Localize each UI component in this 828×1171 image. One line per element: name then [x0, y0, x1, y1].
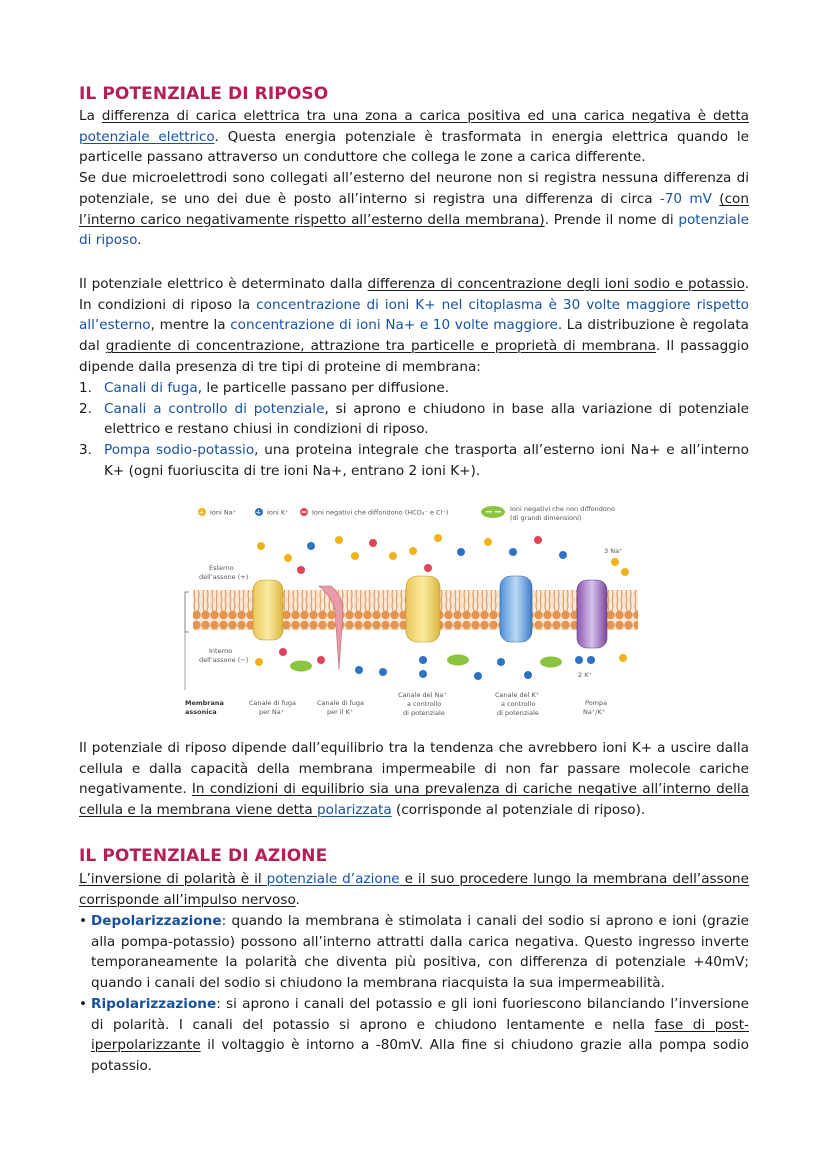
value-minus70mv: -70 mV: [659, 190, 712, 207]
text: . In condizioni di riposo la: [79, 276, 750, 313]
text: Se due microelettrodi sono collegati all’esterno del neurone non si registra nessuna differenza di potenziale, se uno dei due è posto all’interno si registra una differenza di circa: [79, 170, 749, 207]
k-ion: [419, 656, 427, 664]
na-ion: [409, 547, 417, 555]
label-membrana-2: assonica: [185, 708, 217, 716]
term-potenziale-di-riposo: potenziale di riposo: [79, 211, 749, 249]
na-ion: [255, 658, 263, 666]
na-leak-channel: [253, 580, 283, 640]
neg-ion: [317, 656, 325, 664]
legend-k-label: Ioni K⁺: [267, 508, 289, 517]
underlined-text: In condizioni di equilibrio sia una prevalenza di cariche negative all’interno della cellula e la membrana viene detta: [79, 781, 749, 819]
list-text: , le particelle passano per diffusione.: [197, 380, 450, 396]
term-potenziale-azione: potenziale d’azione: [266, 871, 400, 887]
highlight-k-concentration: concentrazione di ioni K+ nel citoplasma è 30 volte maggiore rispetto all’esterno: [79, 296, 749, 334]
k-ion: [509, 548, 517, 556]
na-ion: [619, 654, 627, 662]
list-text: : si aprono i canali del potassio e gli ioni fuoriescono bilanciando l’inversione di polarità. I canali del potassio si aprono e chiudono lentamente e nella: [91, 995, 749, 1033]
list-item: [79, 399, 749, 440]
na-ion: [484, 538, 492, 546]
k-ion: [497, 658, 505, 666]
na-ion: [335, 536, 343, 544]
label-interno: Interno: [209, 647, 233, 655]
k-ion: [524, 671, 532, 679]
text: Il potenziale elettrico è determinato dalla: [79, 276, 368, 292]
label-canale-k: Canale del K⁺: [495, 691, 540, 699]
plus-sign: +: [198, 508, 205, 517]
big-neg-ion: [540, 657, 562, 668]
phase-list: [79, 911, 749, 1077]
term-potenziale-elettrico: potenziale elettrico: [79, 128, 215, 145]
label-fuga-na-2: per Na⁺: [259, 708, 285, 716]
k-ion: [307, 542, 315, 550]
na-ion: [389, 552, 397, 560]
label-canale-na: Canale del Na⁺: [398, 691, 447, 699]
label-esterno-2: dell’assone (+): [199, 573, 249, 581]
minus-sign: [302, 511, 307, 512]
paragraph-concentrazione: [79, 274, 749, 378]
paragraph-potenziale-elettrico: [79, 106, 749, 251]
term-ripolarizzazione: Ripolarizzazione: [91, 995, 217, 1012]
label-canale-na-3: di potenziale: [403, 709, 445, 717]
neg-ion: [297, 566, 305, 574]
na-ion: [434, 534, 442, 542]
na-ion: [351, 552, 359, 560]
big-neg-ion: [290, 661, 312, 672]
k-ion: [457, 548, 465, 556]
list-number: 1.: [79, 380, 92, 396]
text: Il potenziale di riposo dipende dall’equilibrio tra la tendenza che avrebbero ioni K+ a uscire dalla cellula e dalla capacità della membrana impermeabile di non far passare molecole cariche negativamente.: [79, 740, 749, 798]
underlined-text: fase di post-iperpolarizzante: [91, 1016, 750, 1054]
k-ion: [587, 656, 595, 664]
ions-inside: [255, 648, 627, 680]
text: . Il passaggio dipende dalla presenza di tre tipi di proteine di membrana:: [79, 338, 749, 375]
na-ion: [611, 558, 619, 566]
section-title-riposo: IL POTENZIALE DI RIPOSO: [79, 84, 329, 104]
list-term: Canali a controllo di potenziale: [104, 400, 325, 417]
underlined-text: differenza di concentrazione degli ioni sodio e potassio: [367, 276, 745, 292]
term-polarizzata: polarizzata: [317, 802, 392, 819]
text: . La distribuzione è regolata dal: [79, 317, 749, 355]
legend-big-marker: [481, 506, 505, 518]
list-text: il voltaggio è intorno a -80mV. Alla fine si chiudono grazie alla pompa sodio potassio.: [91, 1037, 749, 1074]
na-ion: [257, 542, 265, 550]
label-3na: 3 Na⁺: [604, 547, 623, 555]
label-interno-2: dell’assone (−): [199, 656, 249, 664]
list-number: 2.: [79, 400, 92, 417]
text: . Questa energia potenziale è trasformata in energia elettrica quando le particelle passano attraverso un conduttore che collega le zone a carica differente.: [79, 128, 750, 166]
section-title-azione: IL POTENZIALE DI AZIONE: [79, 846, 328, 866]
neg-ion: [534, 536, 542, 544]
underlined-text: e il suo procedere lungo la membrana dell’assone corrisponde all’impulso nervoso: [79, 871, 749, 908]
k-ion: [355, 666, 363, 674]
neg-ion: [369, 539, 377, 547]
list-item: [79, 440, 749, 481]
ions-outside: [257, 534, 629, 576]
bullet: •: [79, 995, 88, 1012]
list-item: [79, 994, 749, 1077]
label-membrana: Membrana: [185, 699, 224, 707]
list-item: [79, 911, 749, 994]
underlined-text: (con l’interno carico negativamente rispetto all’esterno della membrana): [79, 190, 749, 228]
list-term: Canali di fuga: [104, 380, 198, 396]
paragraph-inversione: [79, 869, 749, 910]
membrane-bracket: [185, 592, 189, 632]
label-fuga-k-2: per il K⁺: [327, 708, 354, 716]
label-fuga-k: Canale di fuga: [317, 699, 365, 707]
label-canale-k-2: a controllo: [501, 700, 536, 708]
label-pompa-2: Na⁺/K⁺: [583, 708, 606, 716]
underlined-text: L’inversione di polarità è il: [79, 871, 267, 887]
list-item: [79, 378, 749, 399]
label-canale-k-3: di potenziale: [497, 709, 539, 717]
k-ion: [575, 656, 583, 664]
na-voltage-channel: [406, 576, 440, 642]
text: . Prende il nome di: [544, 211, 679, 228]
list-number: 3.: [79, 442, 92, 459]
na-k-pump: [577, 580, 607, 648]
paragraph-equilibrio: [79, 738, 749, 821]
label-canale-na-2: a controllo: [407, 700, 442, 708]
plus-sign: +: [255, 508, 262, 517]
label-2k: 2 K⁺: [578, 671, 592, 679]
list-text: : quando la membrana è stimolata i canali del sodio si aprono e ioni (grazie alla pompa-potassio) possono all’interno attratti dalla carica negativa. Questo ingresso inverte temporaneamente la polarità che diventa più positiva, con differenza di potenziale +40mV; quando i canali del sodio si chiudono la membrana riacquista la sua impermeabilità.: [91, 913, 749, 992]
membrane-diagram: [183, 500, 643, 725]
neg-ion: [424, 564, 432, 572]
label-esterno: Esterno: [209, 564, 234, 572]
protein-list: [79, 378, 749, 482]
legend-neg-label: Ioni negativi che diffondono (HCO₃⁻ e Cl⁻): [312, 508, 449, 517]
underlined-text: differenza di carica elettrica tra una zona a carica positiva ed una carica negativa è detta: [101, 108, 749, 124]
highlight-na-concentration: concentrazione di ioni Na+ e 10 volte maggiore: [230, 317, 558, 334]
big-neg-ion: [447, 655, 469, 666]
k-ion: [559, 551, 567, 559]
label-pompa: Pompa: [585, 699, 608, 707]
text: .: [295, 891, 300, 908]
term-depolarizzazione: Depolarizzazione: [91, 913, 222, 929]
k-ion: [474, 672, 482, 680]
minus-sign: [486, 511, 492, 512]
na-ion: [621, 568, 629, 576]
legend-big-label: Ioni negativi che non diffondono: [510, 505, 615, 513]
text: (corrisponde al potenziale di riposo).: [391, 802, 646, 819]
list-text: , si aprono e chiudono in base alla variazione di potenziale elettrico e restano chiusi in condizioni di riposo.: [104, 400, 749, 438]
k-voltage-channel: [500, 576, 532, 642]
text: , mentre la: [150, 317, 231, 334]
underlined-text: gradiente di concentrazione, attrazione tra particelle e proprietà di membrana: [105, 338, 656, 355]
list-text: , una proteina integrale che trasporta all’esterno ioni Na+ e all’interno K+ (ogni fuoriuscita di tre ioni Na+, entrano 2 ioni K+).: [104, 442, 749, 479]
list-term: Pompa sodio-potassio: [104, 442, 255, 459]
k-ion: [379, 668, 387, 676]
minus-sign: [495, 511, 501, 512]
legend-na-label: Ioni Na⁺: [210, 508, 237, 517]
label-fuga-na: Canale di fuga: [249, 699, 297, 707]
k-ion: [419, 670, 427, 678]
na-ion: [284, 554, 292, 562]
legend-big-label-2: (di grandi dimensioni): [510, 514, 582, 522]
neg-ion: [279, 648, 287, 656]
text: La: [79, 108, 102, 124]
text: .: [137, 232, 142, 249]
bullet: •: [79, 913, 88, 929]
